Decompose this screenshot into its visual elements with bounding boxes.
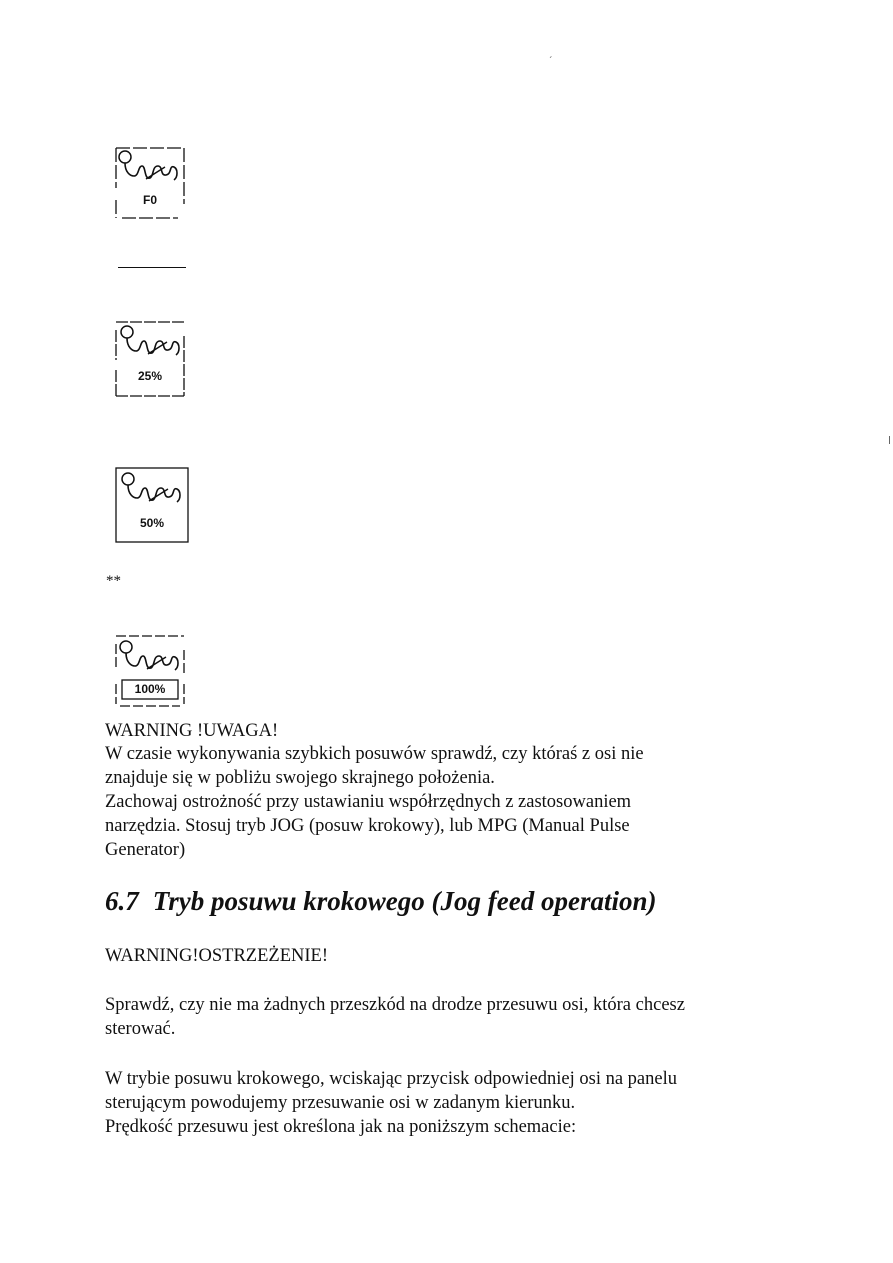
key-label: 25%: [137, 369, 163, 383]
warning-line-4: narzędzia. Stosuj tryb JOG (posuw krokowy), lub MPG (Manual Pulse: [105, 816, 630, 836]
rapid-traverse-override-icon: [108, 142, 192, 222]
rapid-override-key-100[interactable]: [108, 630, 192, 710]
key-label: 50%: [139, 516, 165, 530]
warning-line-1: W czasie wykonywania szybkich posuwów sprawdź, czy któraś z osi nie: [105, 744, 644, 764]
para2-line-1: W trybie posuwu krokowego, wciskając przycisk odpowiedniej osi na panelu: [105, 1069, 677, 1089]
para2-line-3: Prędkość przesuwu jest określona jak na poniższym schemacie:: [105, 1117, 577, 1137]
rapid-override-key-25[interactable]: [108, 316, 192, 400]
para1-line-1: Sprawdź, czy nie ma żadnych przeszkód na drodze przesuwu osi, która chcesz: [105, 995, 685, 1015]
separator-note: **: [106, 573, 121, 589]
section-title: Tryb posuwu krokowego (Jog feed operation): [152, 886, 657, 916]
warning-title: WARNING !UWAGA!: [105, 721, 279, 741]
rapid-override-key-f0[interactable]: [108, 142, 192, 222]
para2-line-2: sterującym powodujemy przesuwanie osi w zadanym kierunku.: [105, 1093, 576, 1113]
key-label: 100%: [134, 682, 166, 696]
section-number: 6.7: [105, 886, 139, 916]
warning-line-5: Generator): [105, 840, 186, 860]
rapid-traverse-override-icon: [108, 316, 192, 400]
warning-line-2: znajduje się w pobliżu swojego skrajnego położenia.: [105, 768, 495, 788]
section-heading: [105, 886, 656, 917]
separator-line: [118, 267, 186, 268]
warning2-text: WARNING!OSTRZEŻENIE!: [105, 946, 328, 966]
rapid-traverse-override-icon: [112, 464, 192, 548]
para1-line-2: sterować.: [105, 1019, 176, 1039]
edge-mark: [889, 436, 890, 444]
key-label: F0: [142, 193, 157, 207]
rapid-traverse-override-icon: [108, 630, 192, 710]
stray-mark: ´: [549, 56, 553, 67]
warning-line-3: Zachowaj ostrożność przy ustawianiu współrzędnych z zastosowaniem: [105, 792, 632, 812]
rapid-override-key-50[interactable]: [112, 464, 192, 548]
